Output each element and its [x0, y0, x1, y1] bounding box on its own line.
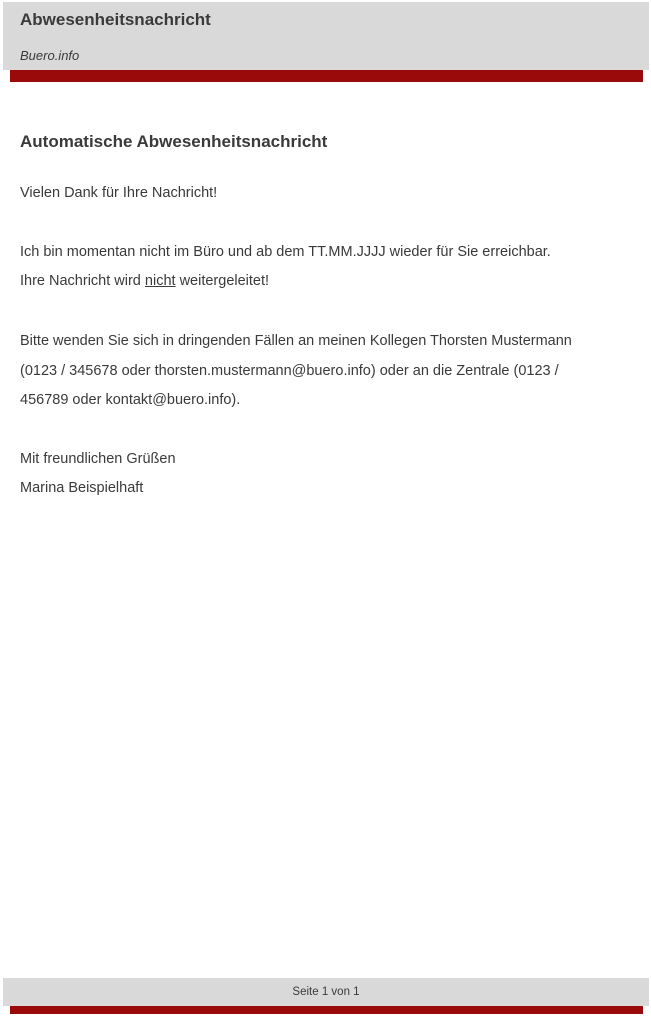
header-accent-bar — [10, 70, 643, 82]
forwarding-text-after: weitergeleitet! — [175, 273, 270, 289]
forwarding-underlined-word: nicht — [144, 273, 176, 289]
contact-line-3: 456789 oder kontakt@buero.info). — [20, 392, 241, 408]
contact-line-1: Bitte wenden Sie sich in dringenden Fällen an meinen Kollegen Thorsten Mustermann — [20, 333, 572, 349]
forwarding-line — [20, 271, 269, 291]
page-footer — [3, 978, 649, 1006]
contact-line-2: (0123 / 345678 oder thorsten.mustermann@buero.info) oder an die Zentrale (0123 / — [20, 363, 559, 379]
message-heading: Automatische Abwesenheitsnachricht — [20, 132, 328, 151]
signature-line: Marina Beispielhaft — [20, 480, 144, 496]
header-subtitle: Buero.info — [20, 48, 80, 63]
closing-line: Mit freundlichen Grüßen — [20, 451, 176, 467]
greeting-line: Vielen Dank für Ihre Nachricht! — [20, 185, 218, 201]
header-title: Abwesenheitsnachricht — [20, 10, 211, 29]
page-number: Seite 1 von 1 — [292, 986, 360, 998]
forwarding-text-before: Ihre Nachricht wird — [20, 273, 145, 289]
page-header — [3, 2, 649, 70]
footer-accent-bar — [10, 1006, 643, 1014]
availability-line: Ich bin momentan nicht im Büro und ab dem TT.MM.JJJJ wieder für Sie erreichbar. — [20, 244, 551, 260]
